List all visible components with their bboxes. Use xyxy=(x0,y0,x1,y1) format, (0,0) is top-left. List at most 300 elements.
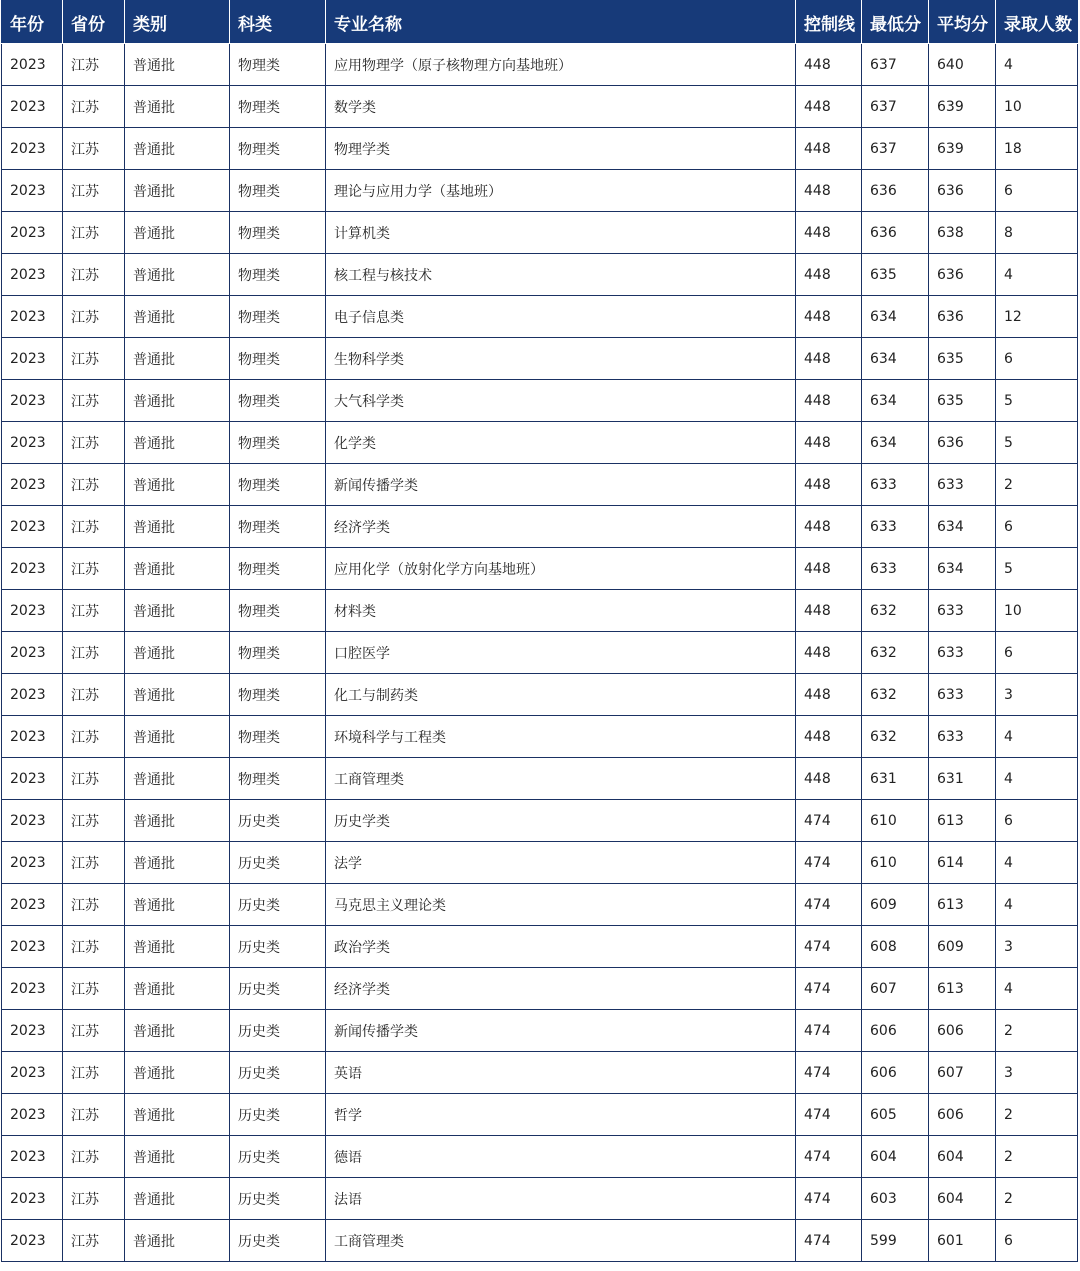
table-row xyxy=(2,716,1078,758)
major-cell: 核工程与核技术 xyxy=(326,254,796,296)
major-cell: 德语 xyxy=(326,1136,796,1178)
admitted-cell: 6 xyxy=(996,170,1078,212)
table-row xyxy=(2,1136,1078,1178)
province-cell: 江苏 xyxy=(63,674,125,716)
province-cell: 江苏 xyxy=(63,464,125,506)
province-cell: 江苏 xyxy=(63,422,125,464)
admitted-cell: 10 xyxy=(996,86,1078,128)
year-cell: 2023 xyxy=(2,632,63,674)
major-cell: 环境科学与工程类 xyxy=(326,716,796,758)
year-cell: 2023 xyxy=(2,1094,63,1136)
major-cell: 化学类 xyxy=(326,422,796,464)
control-line-cell: 474 xyxy=(796,1010,862,1052)
batch-cell: 普通批 xyxy=(125,842,230,884)
control-line-cell: 448 xyxy=(796,338,862,380)
year-cell: 2023 xyxy=(2,422,63,464)
batch-cell: 普通批 xyxy=(125,884,230,926)
table-row xyxy=(2,884,1078,926)
batch-cell: 普通批 xyxy=(125,1094,230,1136)
province-cell: 江苏 xyxy=(63,1220,125,1262)
admitted-cell: 6 xyxy=(996,506,1078,548)
year-cell: 2023 xyxy=(2,968,63,1010)
header-row xyxy=(2,1,1078,44)
control-line-cell: 448 xyxy=(796,44,862,86)
control-line-cell: 448 xyxy=(796,632,862,674)
batch-cell: 普通批 xyxy=(125,170,230,212)
admitted-cell: 2 xyxy=(996,1094,1078,1136)
batch-cell: 普通批 xyxy=(125,338,230,380)
major-cell: 应用物理学（原子核物理方向基地班） xyxy=(326,44,796,86)
table-row xyxy=(2,464,1078,506)
batch-cell: 普通批 xyxy=(125,548,230,590)
control-line-cell: 474 xyxy=(796,926,862,968)
year-cell: 2023 xyxy=(2,44,63,86)
min-score-cell: 606 xyxy=(862,1052,929,1094)
year-cell: 2023 xyxy=(2,716,63,758)
province-cell: 江苏 xyxy=(63,44,125,86)
batch-cell: 普通批 xyxy=(125,422,230,464)
subject-cell: 物理类 xyxy=(230,758,326,800)
col-header-admitted: 录取人数 xyxy=(996,1,1078,44)
avg-score-cell: 639 xyxy=(929,128,996,170)
avg-score-cell: 636 xyxy=(929,422,996,464)
table-row xyxy=(2,632,1078,674)
col-header-avg-score: 平均分 xyxy=(929,1,996,44)
admitted-cell: 18 xyxy=(996,128,1078,170)
min-score-cell: 631 xyxy=(862,758,929,800)
avg-score-cell: 636 xyxy=(929,170,996,212)
batch-cell: 普通批 xyxy=(125,380,230,422)
avg-score-cell: 606 xyxy=(929,1010,996,1052)
year-cell: 2023 xyxy=(2,1052,63,1094)
major-cell: 理论与应用力学（基地班） xyxy=(326,170,796,212)
admitted-cell: 5 xyxy=(996,422,1078,464)
major-cell: 马克思主义理论类 xyxy=(326,884,796,926)
admitted-cell: 6 xyxy=(996,1220,1078,1262)
province-cell: 江苏 xyxy=(63,506,125,548)
min-score-cell: 607 xyxy=(862,968,929,1010)
avg-score-cell: 613 xyxy=(929,968,996,1010)
min-score-cell: 637 xyxy=(862,44,929,86)
batch-cell: 普通批 xyxy=(125,632,230,674)
min-score-cell: 635 xyxy=(862,254,929,296)
admitted-cell: 4 xyxy=(996,842,1078,884)
control-line-cell: 448 xyxy=(796,380,862,422)
province-cell: 江苏 xyxy=(63,254,125,296)
control-line-cell: 448 xyxy=(796,548,862,590)
year-cell: 2023 xyxy=(2,1136,63,1178)
admitted-cell: 6 xyxy=(996,632,1078,674)
subject-cell: 物理类 xyxy=(230,254,326,296)
year-cell: 2023 xyxy=(2,212,63,254)
control-line-cell: 474 xyxy=(796,1220,862,1262)
province-cell: 江苏 xyxy=(63,1010,125,1052)
year-cell: 2023 xyxy=(2,1178,63,1220)
subject-cell: 历史类 xyxy=(230,1010,326,1052)
min-score-cell: 637 xyxy=(862,128,929,170)
admitted-cell: 4 xyxy=(996,44,1078,86)
admitted-cell: 2 xyxy=(996,1136,1078,1178)
avg-score-cell: 636 xyxy=(929,254,996,296)
batch-cell: 普通批 xyxy=(125,1136,230,1178)
province-cell: 江苏 xyxy=(63,380,125,422)
admitted-cell: 12 xyxy=(996,296,1078,338)
batch-cell: 普通批 xyxy=(125,674,230,716)
major-cell: 经济学类 xyxy=(326,968,796,1010)
control-line-cell: 448 xyxy=(796,590,862,632)
batch-cell: 普通批 xyxy=(125,590,230,632)
major-cell: 法学 xyxy=(326,842,796,884)
subject-cell: 物理类 xyxy=(230,128,326,170)
admitted-cell: 2 xyxy=(996,1010,1078,1052)
table-row xyxy=(2,800,1078,842)
admitted-cell: 2 xyxy=(996,464,1078,506)
province-cell: 江苏 xyxy=(63,884,125,926)
avg-score-cell: 633 xyxy=(929,632,996,674)
min-score-cell: 634 xyxy=(862,380,929,422)
table-row xyxy=(2,44,1078,86)
province-cell: 江苏 xyxy=(63,212,125,254)
subject-cell: 历史类 xyxy=(230,1052,326,1094)
table-row xyxy=(2,968,1078,1010)
year-cell: 2023 xyxy=(2,842,63,884)
major-cell: 历史学类 xyxy=(326,800,796,842)
min-score-cell: 608 xyxy=(862,926,929,968)
avg-score-cell: 609 xyxy=(929,926,996,968)
control-line-cell: 474 xyxy=(796,842,862,884)
province-cell: 江苏 xyxy=(63,1136,125,1178)
avg-score-cell: 606 xyxy=(929,1094,996,1136)
table-row xyxy=(2,1094,1078,1136)
avg-score-cell: 633 xyxy=(929,464,996,506)
subject-cell: 物理类 xyxy=(230,632,326,674)
table-row xyxy=(2,758,1078,800)
min-score-cell: 634 xyxy=(862,338,929,380)
table-row xyxy=(2,380,1078,422)
major-cell: 工商管理类 xyxy=(326,1220,796,1262)
major-cell: 应用化学（放射化学方向基地班） xyxy=(326,548,796,590)
batch-cell: 普通批 xyxy=(125,506,230,548)
avg-score-cell: 634 xyxy=(929,506,996,548)
year-cell: 2023 xyxy=(2,590,63,632)
control-line-cell: 448 xyxy=(796,758,862,800)
province-cell: 江苏 xyxy=(63,128,125,170)
province-cell: 江苏 xyxy=(63,758,125,800)
table-row xyxy=(2,842,1078,884)
min-score-cell: 634 xyxy=(862,422,929,464)
table-row xyxy=(2,548,1078,590)
province-cell: 江苏 xyxy=(63,548,125,590)
province-cell: 江苏 xyxy=(63,926,125,968)
batch-cell: 普通批 xyxy=(125,464,230,506)
major-cell: 材料类 xyxy=(326,590,796,632)
col-header-control-line: 控制线 xyxy=(796,1,862,44)
batch-cell: 普通批 xyxy=(125,296,230,338)
table-header xyxy=(2,1,1078,44)
year-cell: 2023 xyxy=(2,128,63,170)
batch-cell: 普通批 xyxy=(125,44,230,86)
table-row xyxy=(2,338,1078,380)
admitted-cell: 6 xyxy=(996,338,1078,380)
province-cell: 江苏 xyxy=(63,338,125,380)
province-cell: 江苏 xyxy=(63,632,125,674)
subject-cell: 物理类 xyxy=(230,548,326,590)
avg-score-cell: 601 xyxy=(929,1220,996,1262)
table-row xyxy=(2,590,1078,632)
year-cell: 2023 xyxy=(2,170,63,212)
avg-score-cell: 635 xyxy=(929,380,996,422)
min-score-cell: 637 xyxy=(862,86,929,128)
control-line-cell: 474 xyxy=(796,884,862,926)
year-cell: 2023 xyxy=(2,758,63,800)
table-row xyxy=(2,1220,1078,1262)
control-line-cell: 448 xyxy=(796,254,862,296)
batch-cell: 普通批 xyxy=(125,1220,230,1262)
subject-cell: 历史类 xyxy=(230,1136,326,1178)
batch-cell: 普通批 xyxy=(125,1178,230,1220)
avg-score-cell: 636 xyxy=(929,296,996,338)
control-line-cell: 474 xyxy=(796,1052,862,1094)
batch-cell: 普通批 xyxy=(125,968,230,1010)
col-header-province: 省份 xyxy=(63,1,125,44)
min-score-cell: 632 xyxy=(862,716,929,758)
min-score-cell: 632 xyxy=(862,590,929,632)
admitted-cell: 4 xyxy=(996,254,1078,296)
control-line-cell: 448 xyxy=(796,464,862,506)
major-cell: 生物科学类 xyxy=(326,338,796,380)
table-row xyxy=(2,212,1078,254)
min-score-cell: 632 xyxy=(862,674,929,716)
subject-cell: 物理类 xyxy=(230,86,326,128)
control-line-cell: 448 xyxy=(796,170,862,212)
major-cell: 经济学类 xyxy=(326,506,796,548)
province-cell: 江苏 xyxy=(63,1052,125,1094)
major-cell: 电子信息类 xyxy=(326,296,796,338)
province-cell: 江苏 xyxy=(63,1094,125,1136)
min-score-cell: 633 xyxy=(862,548,929,590)
subject-cell: 历史类 xyxy=(230,842,326,884)
major-cell: 化工与制药类 xyxy=(326,674,796,716)
col-header-batch: 类别 xyxy=(125,1,230,44)
subject-cell: 物理类 xyxy=(230,674,326,716)
batch-cell: 普通批 xyxy=(125,926,230,968)
table-row xyxy=(2,170,1078,212)
table-row xyxy=(2,86,1078,128)
control-line-cell: 448 xyxy=(796,212,862,254)
subject-cell: 历史类 xyxy=(230,1220,326,1262)
province-cell: 江苏 xyxy=(63,1178,125,1220)
min-score-cell: 636 xyxy=(862,170,929,212)
year-cell: 2023 xyxy=(2,296,63,338)
table-row xyxy=(2,128,1078,170)
admitted-cell: 2 xyxy=(996,1178,1078,1220)
batch-cell: 普通批 xyxy=(125,1010,230,1052)
admitted-cell: 3 xyxy=(996,926,1078,968)
province-cell: 江苏 xyxy=(63,716,125,758)
col-header-major: 专业名称 xyxy=(326,1,796,44)
year-cell: 2023 xyxy=(2,464,63,506)
control-line-cell: 448 xyxy=(796,506,862,548)
year-cell: 2023 xyxy=(2,926,63,968)
year-cell: 2023 xyxy=(2,506,63,548)
subject-cell: 物理类 xyxy=(230,296,326,338)
batch-cell: 普通批 xyxy=(125,254,230,296)
control-line-cell: 474 xyxy=(796,1178,862,1220)
admitted-cell: 4 xyxy=(996,968,1078,1010)
batch-cell: 普通批 xyxy=(125,86,230,128)
subject-cell: 物理类 xyxy=(230,338,326,380)
subject-cell: 物理类 xyxy=(230,212,326,254)
province-cell: 江苏 xyxy=(63,590,125,632)
table-row xyxy=(2,1052,1078,1094)
subject-cell: 物理类 xyxy=(230,380,326,422)
control-line-cell: 474 xyxy=(796,800,862,842)
control-line-cell: 448 xyxy=(796,674,862,716)
major-cell: 哲学 xyxy=(326,1094,796,1136)
control-line-cell: 474 xyxy=(796,1136,862,1178)
subject-cell: 历史类 xyxy=(230,968,326,1010)
year-cell: 2023 xyxy=(2,884,63,926)
major-cell: 新闻传播学类 xyxy=(326,1010,796,1052)
avg-score-cell: 613 xyxy=(929,800,996,842)
min-score-cell: 610 xyxy=(862,842,929,884)
table-row xyxy=(2,254,1078,296)
batch-cell: 普通批 xyxy=(125,716,230,758)
major-cell: 口腔医学 xyxy=(326,632,796,674)
province-cell: 江苏 xyxy=(63,86,125,128)
table-row xyxy=(2,1178,1078,1220)
province-cell: 江苏 xyxy=(63,968,125,1010)
admitted-cell: 6 xyxy=(996,800,1078,842)
col-header-subject: 科类 xyxy=(230,1,326,44)
province-cell: 江苏 xyxy=(63,800,125,842)
subject-cell: 物理类 xyxy=(230,44,326,86)
control-line-cell: 448 xyxy=(796,86,862,128)
admitted-cell: 4 xyxy=(996,884,1078,926)
year-cell: 2023 xyxy=(2,1220,63,1262)
min-score-cell: 634 xyxy=(862,296,929,338)
min-score-cell: 605 xyxy=(862,1094,929,1136)
subject-cell: 历史类 xyxy=(230,884,326,926)
control-line-cell: 448 xyxy=(796,422,862,464)
table-body xyxy=(2,44,1078,1262)
table-row xyxy=(2,674,1078,716)
min-score-cell: 599 xyxy=(862,1220,929,1262)
avg-score-cell: 633 xyxy=(929,674,996,716)
admitted-cell: 3 xyxy=(996,674,1078,716)
avg-score-cell: 634 xyxy=(929,548,996,590)
subject-cell: 物理类 xyxy=(230,590,326,632)
avg-score-cell: 607 xyxy=(929,1052,996,1094)
min-score-cell: 633 xyxy=(862,506,929,548)
admitted-cell: 8 xyxy=(996,212,1078,254)
year-cell: 2023 xyxy=(2,1010,63,1052)
batch-cell: 普通批 xyxy=(125,758,230,800)
avg-score-cell: 639 xyxy=(929,86,996,128)
min-score-cell: 632 xyxy=(862,632,929,674)
table-row xyxy=(2,296,1078,338)
batch-cell: 普通批 xyxy=(125,800,230,842)
subject-cell: 物理类 xyxy=(230,422,326,464)
avg-score-cell: 638 xyxy=(929,212,996,254)
control-line-cell: 448 xyxy=(796,128,862,170)
control-line-cell: 448 xyxy=(796,716,862,758)
avg-score-cell: 640 xyxy=(929,44,996,86)
year-cell: 2023 xyxy=(2,380,63,422)
table-row xyxy=(2,1010,1078,1052)
col-header-min-score: 最低分 xyxy=(862,1,929,44)
admitted-cell: 5 xyxy=(996,380,1078,422)
avg-score-cell: 633 xyxy=(929,590,996,632)
major-cell: 政治学类 xyxy=(326,926,796,968)
major-cell: 大气科学类 xyxy=(326,380,796,422)
major-cell: 计算机类 xyxy=(326,212,796,254)
major-cell: 法语 xyxy=(326,1178,796,1220)
avg-score-cell: 635 xyxy=(929,338,996,380)
province-cell: 江苏 xyxy=(63,842,125,884)
major-cell: 数学类 xyxy=(326,86,796,128)
admitted-cell: 4 xyxy=(996,758,1078,800)
admitted-cell: 5 xyxy=(996,548,1078,590)
province-cell: 江苏 xyxy=(63,296,125,338)
subject-cell: 历史类 xyxy=(230,1178,326,1220)
table-row xyxy=(2,506,1078,548)
avg-score-cell: 631 xyxy=(929,758,996,800)
table-row xyxy=(2,422,1078,464)
admitted-cell: 10 xyxy=(996,590,1078,632)
year-cell: 2023 xyxy=(2,338,63,380)
admitted-cell: 3 xyxy=(996,1052,1078,1094)
major-cell: 物理学类 xyxy=(326,128,796,170)
batch-cell: 普通批 xyxy=(125,128,230,170)
avg-score-cell: 604 xyxy=(929,1136,996,1178)
major-cell: 英语 xyxy=(326,1052,796,1094)
min-score-cell: 606 xyxy=(862,1010,929,1052)
avg-score-cell: 604 xyxy=(929,1178,996,1220)
subject-cell: 物理类 xyxy=(230,464,326,506)
province-cell: 江苏 xyxy=(63,170,125,212)
min-score-cell: 603 xyxy=(862,1178,929,1220)
admitted-cell: 4 xyxy=(996,716,1078,758)
control-line-cell: 474 xyxy=(796,968,862,1010)
table-row xyxy=(2,926,1078,968)
major-cell: 新闻传播学类 xyxy=(326,464,796,506)
min-score-cell: 610 xyxy=(862,800,929,842)
min-score-cell: 609 xyxy=(862,884,929,926)
major-cell: 工商管理类 xyxy=(326,758,796,800)
avg-score-cell: 613 xyxy=(929,884,996,926)
batch-cell: 普通批 xyxy=(125,212,230,254)
control-line-cell: 474 xyxy=(796,1094,862,1136)
year-cell: 2023 xyxy=(2,674,63,716)
avg-score-cell: 614 xyxy=(929,842,996,884)
avg-score-cell: 633 xyxy=(929,716,996,758)
subject-cell: 物理类 xyxy=(230,716,326,758)
control-line-cell: 448 xyxy=(796,296,862,338)
admission-scores-table xyxy=(1,0,1078,1262)
subject-cell: 历史类 xyxy=(230,1094,326,1136)
subject-cell: 物理类 xyxy=(230,170,326,212)
year-cell: 2023 xyxy=(2,548,63,590)
year-cell: 2023 xyxy=(2,254,63,296)
batch-cell: 普通批 xyxy=(125,1052,230,1094)
subject-cell: 物理类 xyxy=(230,506,326,548)
subject-cell: 历史类 xyxy=(230,800,326,842)
min-score-cell: 633 xyxy=(862,464,929,506)
year-cell: 2023 xyxy=(2,86,63,128)
col-header-year: 年份 xyxy=(2,1,63,44)
year-cell: 2023 xyxy=(2,800,63,842)
